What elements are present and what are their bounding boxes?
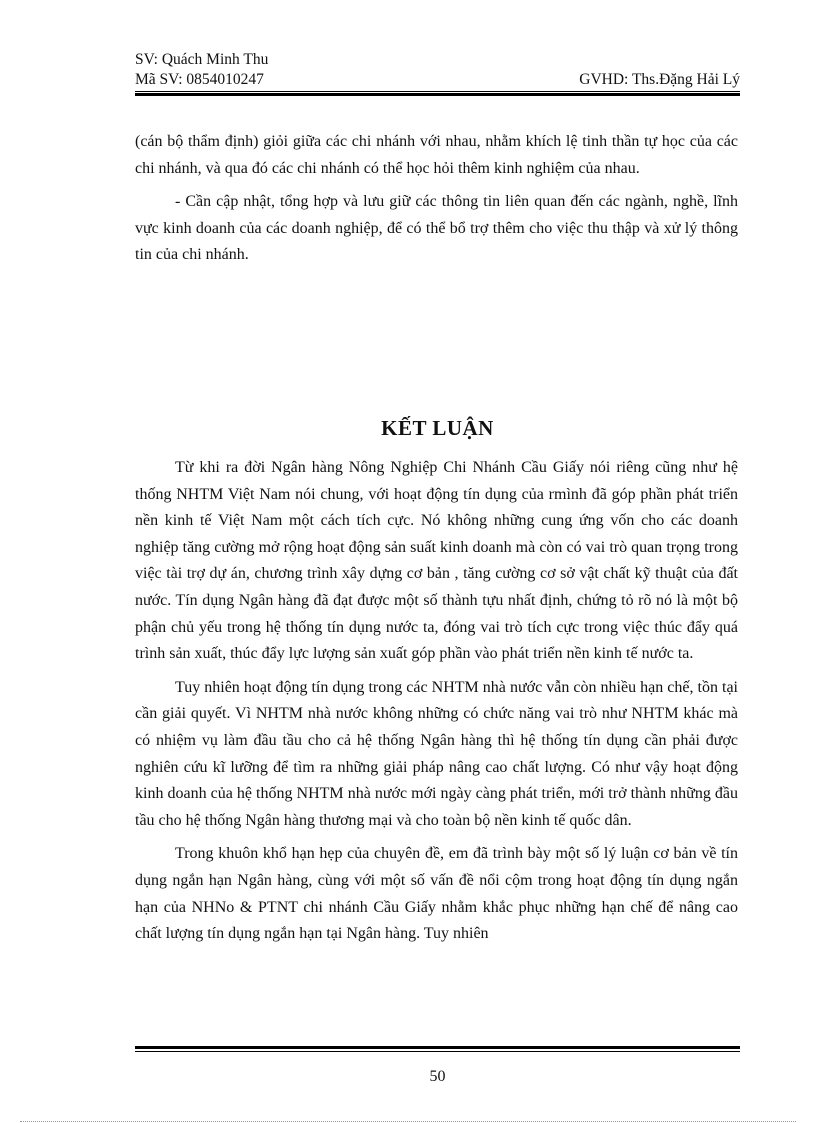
- page-header: [135, 50, 740, 90]
- conclusion-paragraph-1: Từ khi ra đời Ngân hàng Nông Nghiệp Chi Nhánh Cầu Giấy nói riêng cũng như hệ thống NHTM Việt Nam nói chung, với hoạt động tín dụng của rmình đã góp phần phát triển nền kinh tế Việt Nam một cách tích cực. Nó không những cung ứng vốn cho các doanh nghiệp tăng cường mở rộng hoạt động sản suất kinh doanh mà còn có vai trò quan trọng trong việc tài trợ dự án, chương trình xây dựng cơ bản , tăng cường cơ sở vật chất kỹ thuật của đất nước. Tín dụng Ngân hàng đã đạt được một số thành tựu nhất định, chứng tỏ rõ nó là một bộ phận chủ yếu trong hệ thống tín dụng nước ta, đóng vai trò tích cực trong việc thúc đẩy quá trình sản xuất, thúc đẩy lực lượng sản xuất góp phần vào phát triển nền kinh tế nước ta.: [135, 459, 738, 663]
- page-bottom-border: [20, 1121, 796, 1122]
- intro-paragraph-1: (cán bộ thẩm định) giỏi giữa các chi nhánh với nhau, nhằm khích lệ tinh thần tự học của các chi nhánh, và qua đó các chi nhánh có thể học hỏi thêm kinh nghiệm của nhau.: [135, 133, 738, 177]
- footer-rule-thick: [135, 1046, 740, 1049]
- conclusion-paragraph-2: Tuy nhiên hoạt động tín dụng trong các NHTM nhà nước vẫn còn nhiều hạn chế, tồn tại cần giải quyết. Vì NHTM nhà nước không những có chức năng vai trò như NHTM khác mà có nhiệm vụ làm đầu tầu cho cả hệ thống Ngân hàng thì hệ thống tín dụng cần phải được nghiên cứu kĩ lưỡng để tìm ra những giải pháp nâng cao chất lượng. Có như vậy hoạt động kinh doanh của hệ thống NHTM nhà nước mới ngày càng phát triển, mới trở thành những đầu tầu cho hệ thống Ngân hàng thương mại và cho toàn bộ nền kinh tế quốc dân.: [135, 678, 738, 829]
- header-row-2: [135, 70, 740, 90]
- conclusion-paragraph-3: Trong khuôn khổ hạn hẹp của chuyên đề, em đã trình bày một số lý luận cơ bản về tín dụng ngắn hạn Ngân hàng, cùng với một số vấn đề nổi cộm trong hoạt động tín dụng ngắn hạn của NHNo & PTNT chi nhánh Cầu Giấy nhằm khắc phục những hạn chế để nâng cao chất lượng tín dụng ngắn hạn tại Ngân hàng. Tuy nhiên: [135, 845, 738, 943]
- student-id: Mã SV: 0854010247: [135, 71, 264, 88]
- header-rule-thin: [135, 91, 740, 92]
- header-row-1: [135, 50, 740, 70]
- intro-paragraph-2: - Cần cập nhật, tổng hợp và lưu giữ các thông tin liên quan đến các ngành, nghề, lĩnh vực kinh doanh của các doanh nghiệp, để có thể bổ trợ thêm cho việc thu thập và xử lý thông tin của chi nhánh.: [135, 193, 738, 264]
- student-name: SV: Quách Minh Thu: [135, 51, 269, 68]
- page-number: 50: [429, 1068, 446, 1085]
- intro-text: [135, 129, 738, 276]
- header-rule-thick: [135, 93, 740, 96]
- advisor-name: GVHD: Ths.Đặng Hải Lý: [579, 71, 740, 88]
- conclusion-text: [135, 455, 738, 955]
- section-title: KẾT LUẬN: [381, 416, 494, 440]
- footer-rule-thin: [135, 1051, 740, 1052]
